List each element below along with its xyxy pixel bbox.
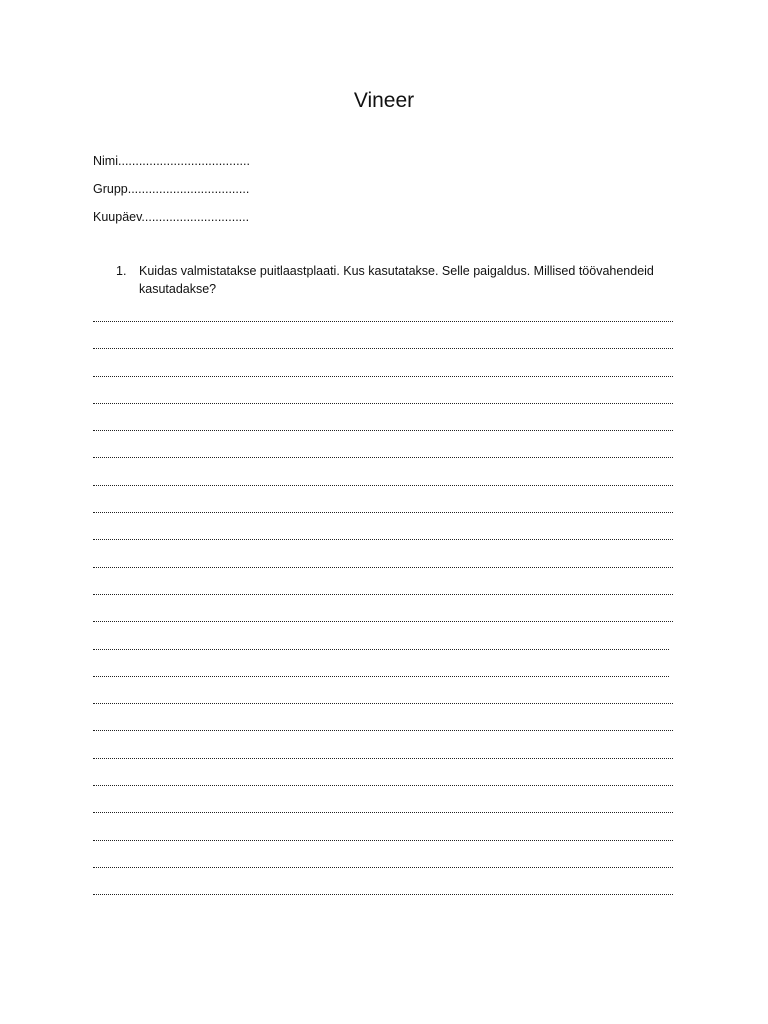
dotted-rule <box>93 649 669 650</box>
answer-line <box>93 582 673 609</box>
dotted-rule <box>93 512 673 513</box>
question-text: Kuidas valmistatakse puitlaastplaati. Kus kasutatakse. Selle paigaldus. Millised töövahendeid kasutadakse? <box>139 264 654 296</box>
dotted-rule <box>93 457 673 458</box>
dotted-rule <box>93 758 673 759</box>
dotted-rule <box>93 539 673 540</box>
answer-line <box>93 664 673 691</box>
dotted-rule <box>93 730 673 731</box>
answer-line <box>93 746 673 773</box>
answer-lines <box>93 309 673 910</box>
dotted-rule <box>93 594 673 595</box>
question-number: 1. <box>116 264 127 278</box>
dotted-rule <box>93 348 673 349</box>
dotted-rule <box>93 703 673 704</box>
dotted-rule <box>93 567 673 568</box>
dotted-rule <box>93 676 669 677</box>
answer-line <box>93 527 673 554</box>
answer-line <box>93 637 673 664</box>
answer-line <box>93 882 673 909</box>
answer-line <box>93 500 673 527</box>
answer-line <box>93 691 673 718</box>
answer-line <box>93 391 673 418</box>
name-field: Nimi...................................... <box>93 154 250 168</box>
answer-line <box>93 473 673 500</box>
answer-line <box>93 364 673 391</box>
answer-line <box>93 445 673 472</box>
dotted-rule <box>93 867 673 868</box>
answer-line <box>93 336 673 363</box>
answer-line <box>93 609 673 636</box>
answer-line <box>93 800 673 827</box>
dotted-rule <box>93 430 673 431</box>
answer-line <box>93 855 673 882</box>
answer-line <box>93 418 673 445</box>
dotted-rule <box>93 894 673 895</box>
date-field: Kuupäev............................... <box>93 210 250 224</box>
dotted-rule <box>93 812 673 813</box>
dotted-rule <box>93 840 673 841</box>
page-title: Vineer <box>353 89 415 112</box>
dotted-rule <box>93 785 673 786</box>
dotted-rule <box>93 485 673 486</box>
answer-line <box>93 555 673 582</box>
group-field: Grupp................................... <box>93 182 250 196</box>
dotted-rule <box>93 376 673 377</box>
dotted-rule <box>93 321 673 322</box>
answer-line <box>93 828 673 855</box>
answer-line <box>93 773 673 800</box>
answer-line <box>93 718 673 745</box>
dotted-rule <box>93 621 673 622</box>
dotted-rule <box>93 403 673 404</box>
answer-line <box>93 309 673 336</box>
